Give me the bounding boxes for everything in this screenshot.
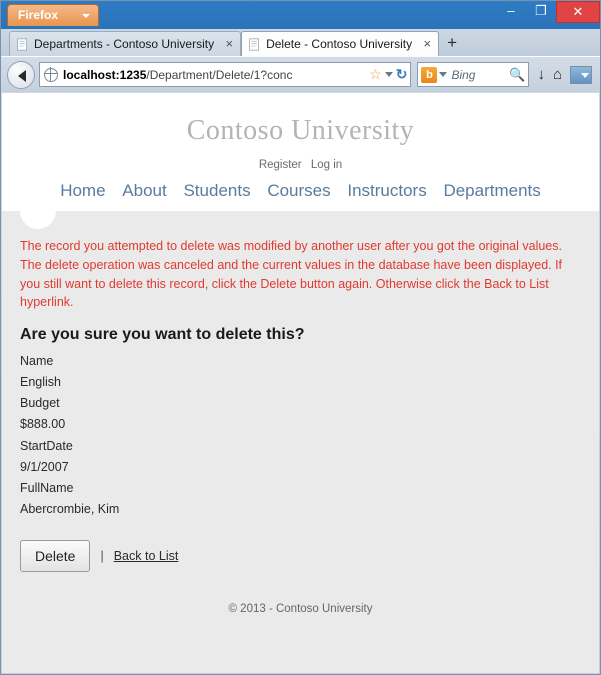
chevron-down-icon[interactable]	[385, 72, 393, 77]
maximize-button[interactable]: ❐	[535, 3, 547, 18]
page-content	[2, 211, 599, 572]
nav-item-about[interactable]: About	[122, 181, 167, 200]
field-label-startdate: StartDate	[20, 438, 73, 453]
bookmark-star-icon[interactable]: ☆	[369, 66, 382, 82]
field-value-budget: $888.00	[20, 417, 66, 432]
globe-icon	[44, 68, 58, 82]
field-label-name: Name	[20, 354, 54, 368]
nav-item-instructors[interactable]: Instructors	[347, 181, 427, 200]
page-viewport	[2, 93, 599, 673]
nav-item-courses[interactable]: Courses	[267, 181, 331, 200]
page-footer: © 2013 - Contoso University	[228, 603, 373, 615]
address-bar[interactable]	[39, 62, 411, 87]
separator: |	[100, 549, 104, 563]
download-icon[interactable]: ↓	[537, 66, 545, 83]
back-to-list-link[interactable]: Back to List	[113, 549, 179, 563]
chevron-down-icon[interactable]	[439, 72, 447, 77]
search-input[interactable]: Bing	[451, 67, 476, 82]
nav-item-departments[interactable]: Departments	[443, 181, 541, 200]
navigation-toolbar	[1, 56, 600, 92]
firefox-app-menu-label: Firefox	[18, 8, 59, 22]
tab-title: Departments - Contoso University	[34, 37, 215, 51]
site-header	[2, 93, 599, 211]
site-brand: Contoso University	[186, 115, 415, 146]
register-link[interactable]: Register	[258, 159, 302, 171]
back-button[interactable]	[7, 61, 35, 89]
url-path: /Department/Delete/1?conc	[146, 67, 293, 82]
nav-item-home[interactable]: Home	[60, 181, 106, 200]
field-label-budget: Budget	[20, 396, 60, 411]
sync-button-icon[interactable]	[570, 66, 592, 84]
close-button[interactable]: ✕	[556, 1, 600, 23]
nav-item-students[interactable]: Students	[183, 181, 251, 200]
auth-links	[2, 159, 599, 171]
chevron-down-icon	[82, 14, 90, 18]
bing-icon[interactable]: b	[421, 67, 437, 83]
home-icon[interactable]: ⌂	[552, 66, 562, 83]
login-link[interactable]: Log in	[310, 159, 343, 171]
page-title: Are you sure you want to delete this?	[20, 326, 305, 343]
concurrency-error-message: The record you attempted to delete was modified by another user after you got the original values. The delete operation was canceled and the current values in the database have been displayed. If you still want to delete this record, click the Delete button again. Otherwise click the Back to List hyperlink.	[20, 239, 563, 310]
tab-close-icon[interactable]: ×	[423, 36, 432, 51]
reload-icon[interactable]: ↻	[395, 66, 408, 82]
field-value-name: English	[20, 375, 61, 390]
page-icon	[16, 38, 29, 51]
field-value-fullname: Abercrombie, Kim	[20, 501, 120, 516]
search-bar[interactable]	[417, 62, 529, 87]
tab-departments[interactable]	[9, 31, 241, 56]
record-details	[20, 352, 581, 518]
field-value-startdate: 9/1/2007	[20, 459, 69, 474]
main-navigation	[2, 181, 599, 211]
tab-title: Delete - Contoso University	[266, 37, 413, 51]
tab-strip	[1, 29, 600, 56]
minimize-button[interactable]: –	[507, 3, 515, 18]
tab-delete[interactable]	[241, 31, 439, 56]
delete-button[interactable]: Delete	[20, 540, 90, 572]
page-icon	[248, 38, 261, 51]
address-bar-icons	[365, 66, 407, 83]
firefox-app-menu-button[interactable]	[7, 4, 99, 26]
field-label-fullname: FullName	[20, 480, 74, 495]
action-row	[20, 540, 581, 572]
title-bar	[1, 1, 600, 29]
toolbar-right-icons	[537, 66, 594, 84]
url-host: localhost:1235	[63, 67, 147, 82]
tab-close-icon[interactable]: ×	[225, 36, 234, 51]
window-controls	[496, 1, 600, 29]
new-tab-button[interactable]: +	[447, 33, 458, 52]
search-icon[interactable]: 🔍	[509, 66, 526, 82]
